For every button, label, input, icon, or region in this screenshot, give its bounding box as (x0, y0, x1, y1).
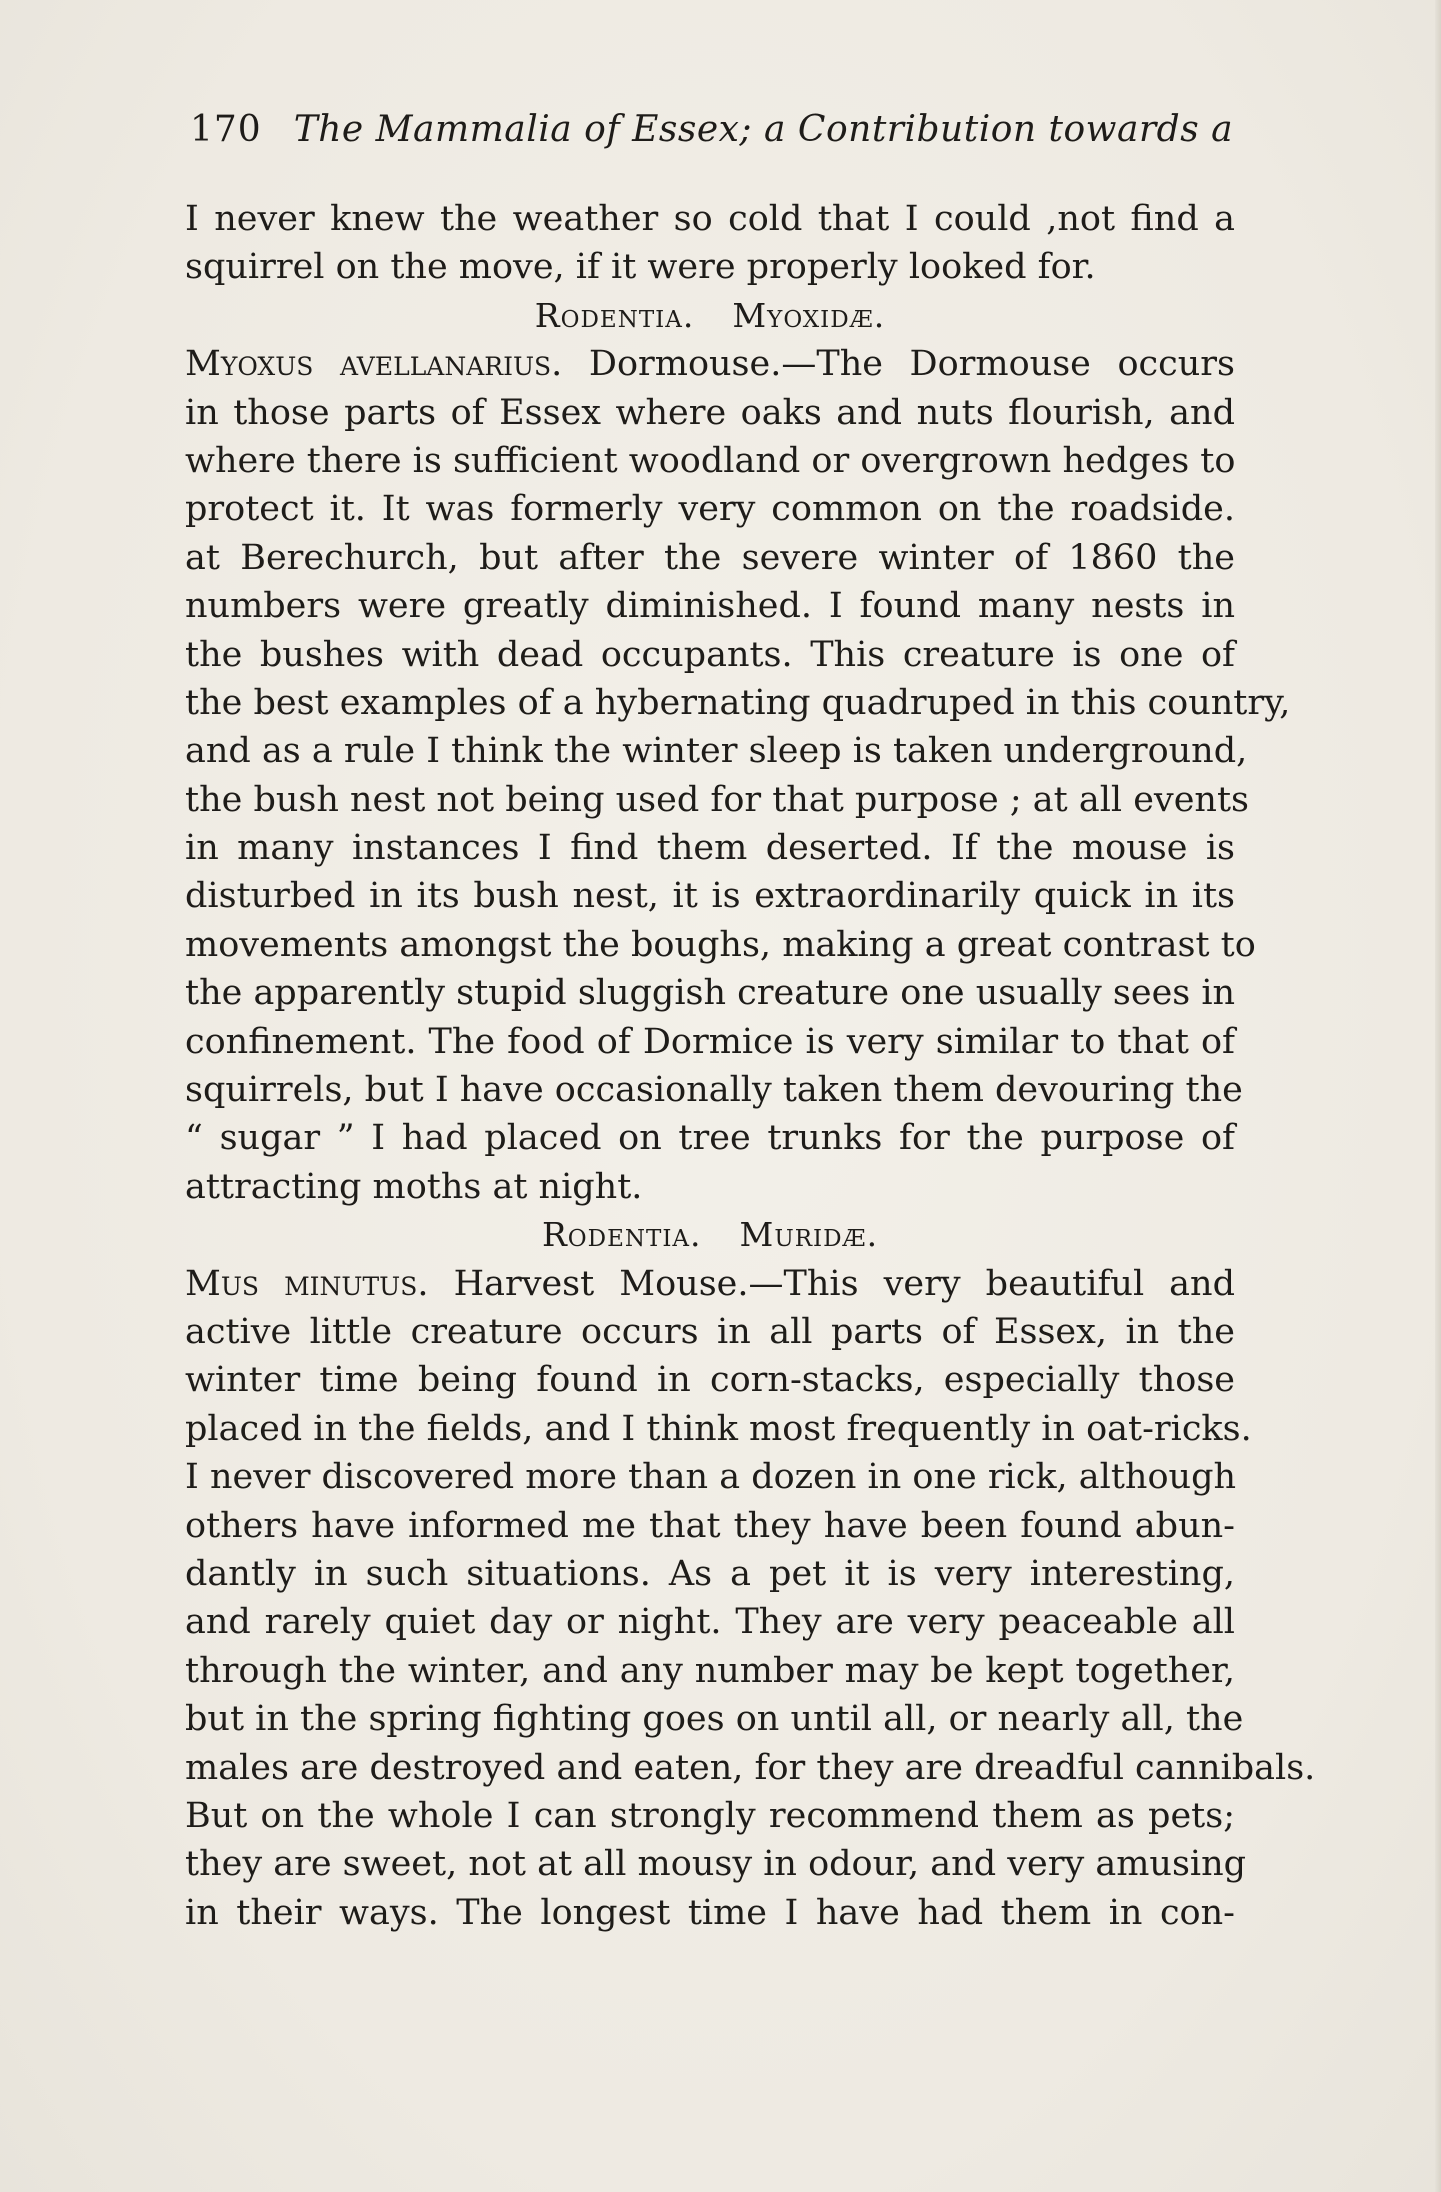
text-line: disturbed in its bush nest, it is extraordinarily quick in its (185, 876, 1235, 917)
text-line: protect it. It was formerly very common on the roadside. (185, 489, 1235, 530)
species-name: Mus minutus. (185, 1263, 429, 1304)
page-number: 170 (190, 109, 262, 150)
text-line (185, 1260, 1235, 1308)
running-head (190, 105, 1250, 155)
text-line: active little creature occurs in all parts of Essex, in the (185, 1311, 1235, 1352)
text-line: others have informed me that they have been found abun- (185, 1505, 1235, 1546)
text-line: But on the whole I can strongly recommend them as pets; (185, 1795, 1235, 1836)
text-line: squirrels, but I have occasionally taken them devouring the (185, 1070, 1243, 1111)
section-heading-muridae (185, 1211, 1235, 1259)
page-edge (1435, 0, 1441, 2192)
text-line: and rarely quiet day or night. They are very peaceable all (185, 1602, 1235, 1643)
body-text (185, 195, 1316, 1937)
text-line: I never knew the weather so cold that I could ,not find a (185, 199, 1235, 239)
text-line: at Berechurch, but after the severe winter of 1860 the (185, 537, 1235, 578)
text-line (185, 340, 1235, 388)
text-line: movements amongst the boughs, making a great contrast to (185, 924, 1256, 965)
species-name: Myoxus avellanarius. (185, 344, 563, 385)
text-line: placed in the fields, and I think most frequently in oat-ricks. (185, 1408, 1252, 1449)
text-fragment: Dormouse.—The Dormouse occurs (588, 344, 1235, 385)
text-line: they are sweet, not at all mousy in odour, and very amusing (185, 1844, 1247, 1885)
text-line: “ sugar ” I had placed on tree trunks for the purpose of (185, 1118, 1235, 1159)
text-line: in those parts of Essex where oaks and nuts flourish, and (185, 392, 1235, 433)
text-line: the bush nest not being used for that purpose ; at all events (185, 779, 1249, 820)
text-line: squirrel on the move, if it were properly looked for. (185, 247, 1096, 288)
text-line: I never discovered more than a dozen in one rick, although (185, 1457, 1237, 1498)
text-line: confinement. The food of Dormice is very similar to that of (185, 1021, 1235, 1062)
section-heading-myoxidae (185, 292, 1235, 340)
heading-family: Myoxidæ. (732, 295, 886, 335)
heading-order: Rodentia. (534, 295, 695, 335)
text-line: in their ways. The longest time I have had them in con- (185, 1892, 1235, 1933)
text-line: but in the spring fighting goes on until all, or nearly all, the (185, 1699, 1244, 1740)
text-line: dantly in such situations. As a pet it is very interesting, (185, 1553, 1235, 1594)
text-line: and as a rule I think the winter sleep is taken underground, (185, 731, 1248, 772)
text-line: winter time being found in corn-stacks, especially those (185, 1360, 1235, 1401)
text-line: where there is sufficient woodland or overgrown hedges to (185, 440, 1236, 481)
text-line: males are destroyed and eaten, for they are dreadful cannibals. (185, 1747, 1316, 1788)
running-title: The Mammalia of Essex; a Contribution towards a (293, 109, 1234, 150)
text-line: through the winter, and any number may be kept together, (185, 1650, 1235, 1691)
text-line: numbers were greatly diminished. I found many nests in (185, 586, 1235, 627)
text-line: in many instances I find them deserted. If the mouse is (185, 828, 1235, 869)
heading-family: Muridæ. (739, 1215, 879, 1255)
text-line: attracting moths at night. (185, 1166, 643, 1207)
text-line: the apparently stupid sluggish creature one usually sees in (185, 973, 1236, 1014)
heading-order: Rodentia. (541, 1215, 702, 1255)
text-fragment: Harvest Mouse.—This very beautiful and (453, 1263, 1235, 1304)
text-line: the bushes with dead occupants. This creature is one of (185, 634, 1235, 675)
text-line: the best examples of a hybernating quadruped in this country, (185, 682, 1291, 723)
